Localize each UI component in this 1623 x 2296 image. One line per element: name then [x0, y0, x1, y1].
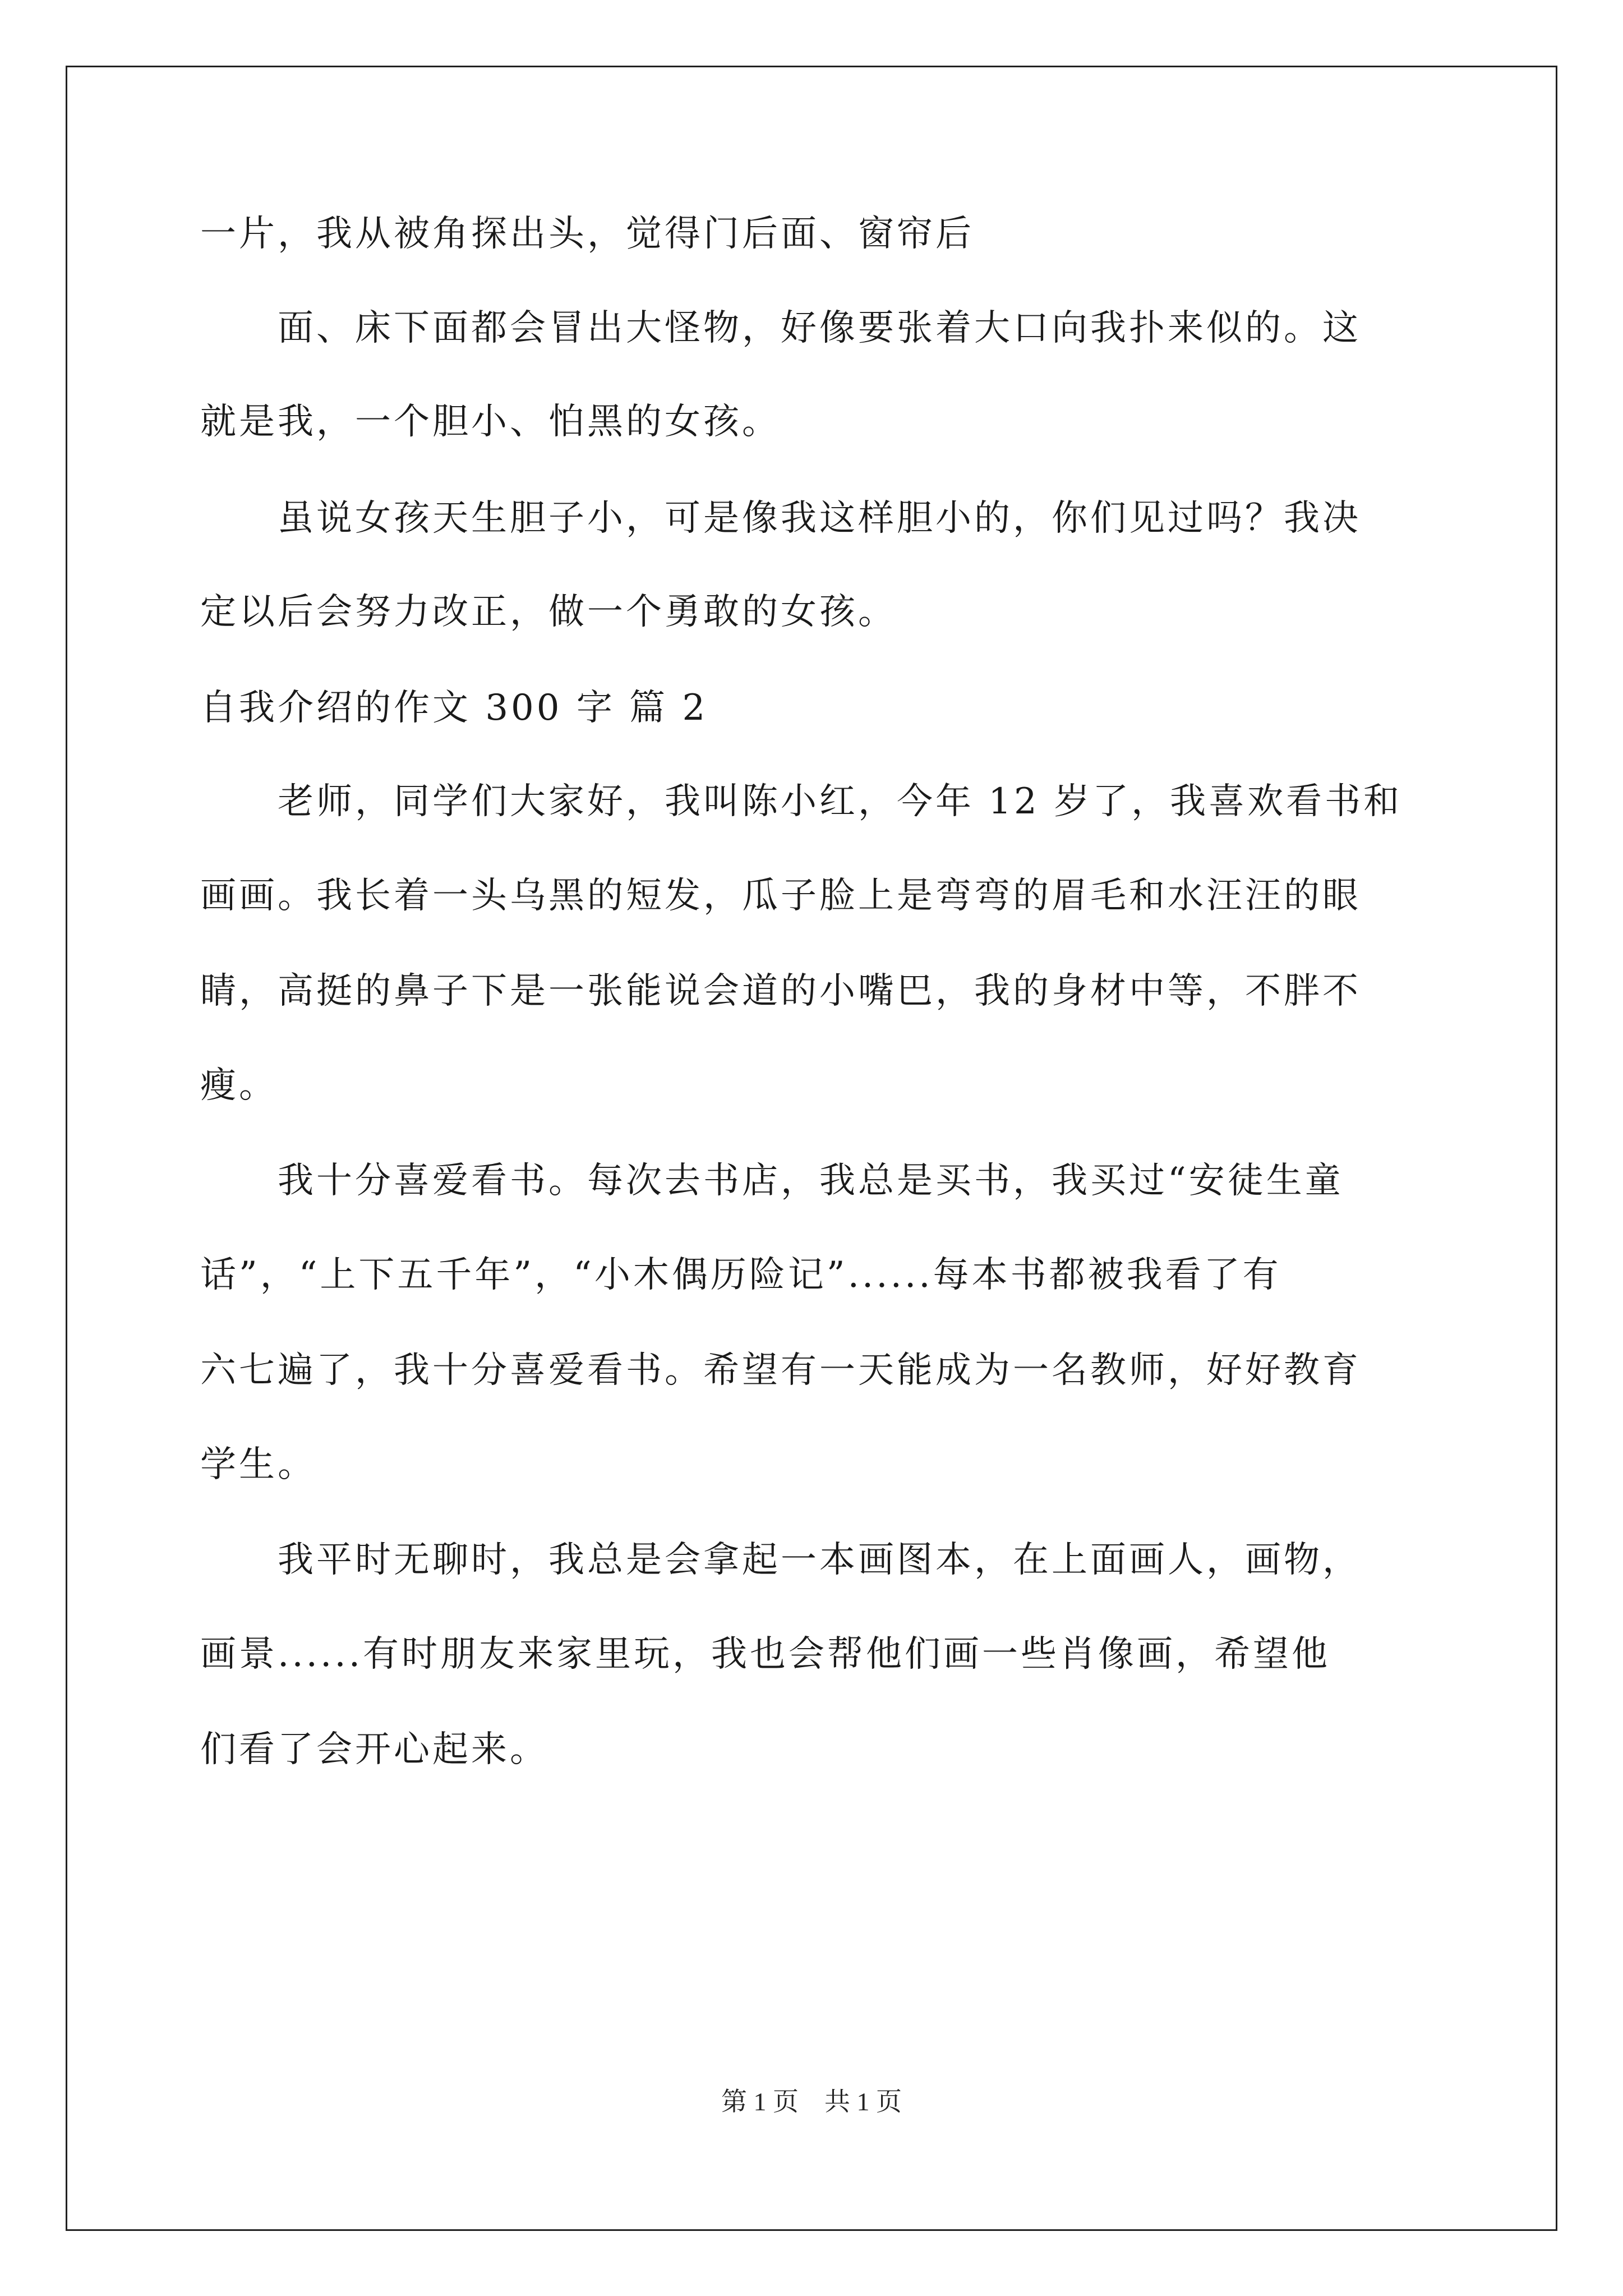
text-line: 老师，同学们大家好，我叫陈小红，今年 12 岁了，我喜欢看书和	[200, 781, 1403, 822]
section-heading: 自我介绍的作文 300 字 篇 2	[200, 687, 708, 729]
text-line: 面、床下面都会冒出大怪物，好像要张着大口向我扑来似的。这	[200, 307, 1361, 349]
text-line: 睛，高挺的鼻子下是一张能说会道的小嘴巴，我的身材中等，不胖不	[200, 970, 1361, 1012]
text-line: 六七遍了，我十分喜爱看书。希望有一天能成为一名教师，好好教育	[200, 1350, 1361, 1391]
text-line: 画景......有时朋友来家里玩，我也会帮他们画一些肖像画，希望他	[200, 1634, 1331, 1675]
text-line: 学生。	[200, 1444, 316, 1485]
text-line: 画画。我长着一头乌黑的短发，瓜子脸上是弯弯的眉毛和水汪汪的眼	[200, 875, 1361, 917]
text-line: 话”，“上下五千年”，“小木偶历险记”......每本书都被我看了有	[200, 1254, 1281, 1296]
text-line: 我平时无聊时，我总是会拿起一本画图本，在上面画人，画物，	[200, 1539, 1361, 1581]
page-number-footer: 第 1 页 共 1 页	[721, 2087, 902, 2116]
text-line: 们看了会开心起来。	[200, 1729, 548, 1770]
text-line: 一片，我从被角探出头，觉得门后面、窗帘后	[200, 213, 974, 255]
text-line: 我十分喜爱看书。每次去书店，我总是买书，我买过“安徒生童	[200, 1160, 1344, 1202]
page-border	[66, 66, 1557, 2231]
text-line: 定以后会努力改正，做一个勇敢的女孩。	[200, 591, 897, 633]
text-line: 就是我，一个胆小、怕黑的女孩。	[200, 401, 781, 443]
text-line: 瘦。	[200, 1065, 278, 1106]
text-line: 虽说女孩天生胆子小，可是像我这样胆小的，你们见过吗？我决	[200, 498, 1361, 539]
